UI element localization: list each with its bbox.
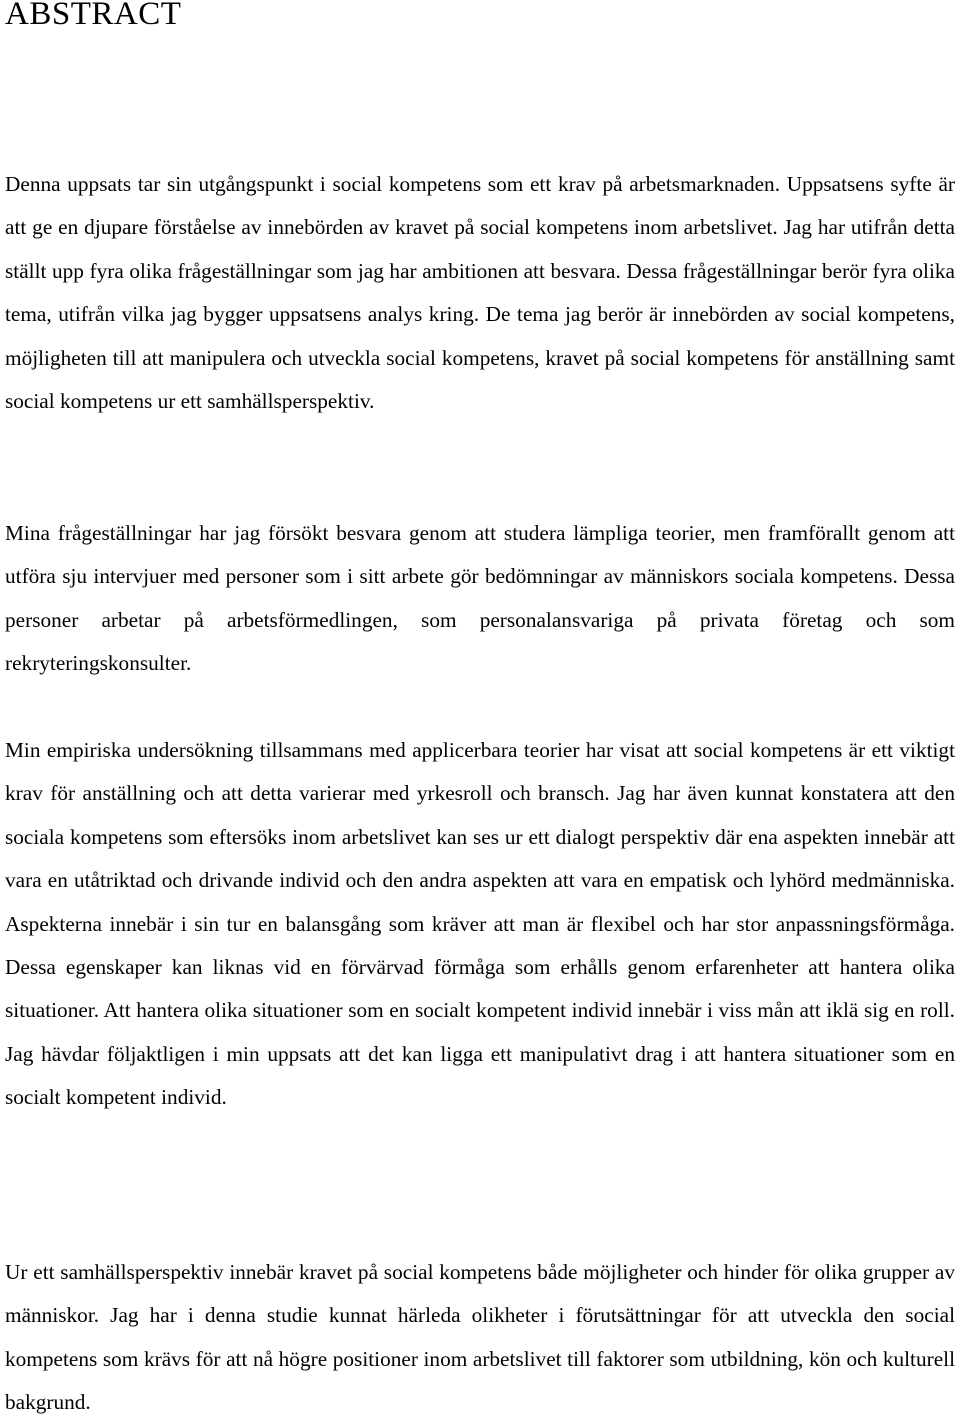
paragraph-2: Mina frågeställningar har jag försökt besvara genom att studera lämpliga teorier, men framförallt genom att utföra sju intervjuer med personer som i sitt arbete gör bedömningar av människors sociala kompetens. Dessa personer arbetar på arbetsförmedlingen, som personalansvariga på privata företag och som rekryteringskonsulter. [5, 521, 955, 676]
paragraph-4: Ur ett samhällsperspektiv innebär kravet på social kompetens både möjligheter och hinder för olika grupper av människor. Jag har i denna studie kunnat härleda olikheter i förutsättningar för att utveckla den social kompetens som krävs för att nå högre positioner inom arbetslivet till faktorer som utbildning, kön och kulturell bakgrund. [5, 1260, 955, 1415]
page-title: ABSTRACT [5, 0, 182, 32]
paragraph-1: Denna uppsats tar sin utgångspunkt i social kompetens som ett krav på arbetsmarknaden. Uppsatsens syfte är att ge en djupare förståelse av innebörden av kravet på social kompetens inom arbetslivet. Jag har utifrån detta ställt upp fyra olika frågeställningar som jag har ambitionen att besvara. Dessa frågeställningar berör fyra olika tema, utifrån vilka jag bygger uppsatsens analys kring. De tema jag berör är innebörden av social kompetens, möjligheten till att manipulera och utveckla social kompetens, kravet på social kompetens för anställning samt social kompetens ur ett samhällsperspektiv. [5, 172, 955, 414]
paragraph-3: Min empiriska undersökning tillsammans med applicerbara teorier har visat att social kompetens är ett viktigt krav för anställning och att detta varierar med yrkesroll och bransch. Jag har även kunnat konstatera att den sociala kompetens som eftersöks inom arbetslivet kan ses ur ett dialogt perspektiv där ena aspekten innebär att vara en utåtriktad och drivande individ och den andra aspekten att vara en empatisk och lyhörd medmänniska. Aspekterna innebär i sin tur en balansgång som kräver att man är flexibel och har stor anpassningsförmåga. Dessa egenskaper kan liknas vid en förvärvad förmåga som erhålls genom erfarenheter att hantera olika situationer. Att hantera olika situationer som en socialt kompetent individ innebär i viss mån att iklä sig en roll. Jag hävdar följaktligen i min uppsats att det kan ligga ett manipulativt drag i att hantera situationer som en socialt kompetent individ. [5, 738, 955, 1110]
